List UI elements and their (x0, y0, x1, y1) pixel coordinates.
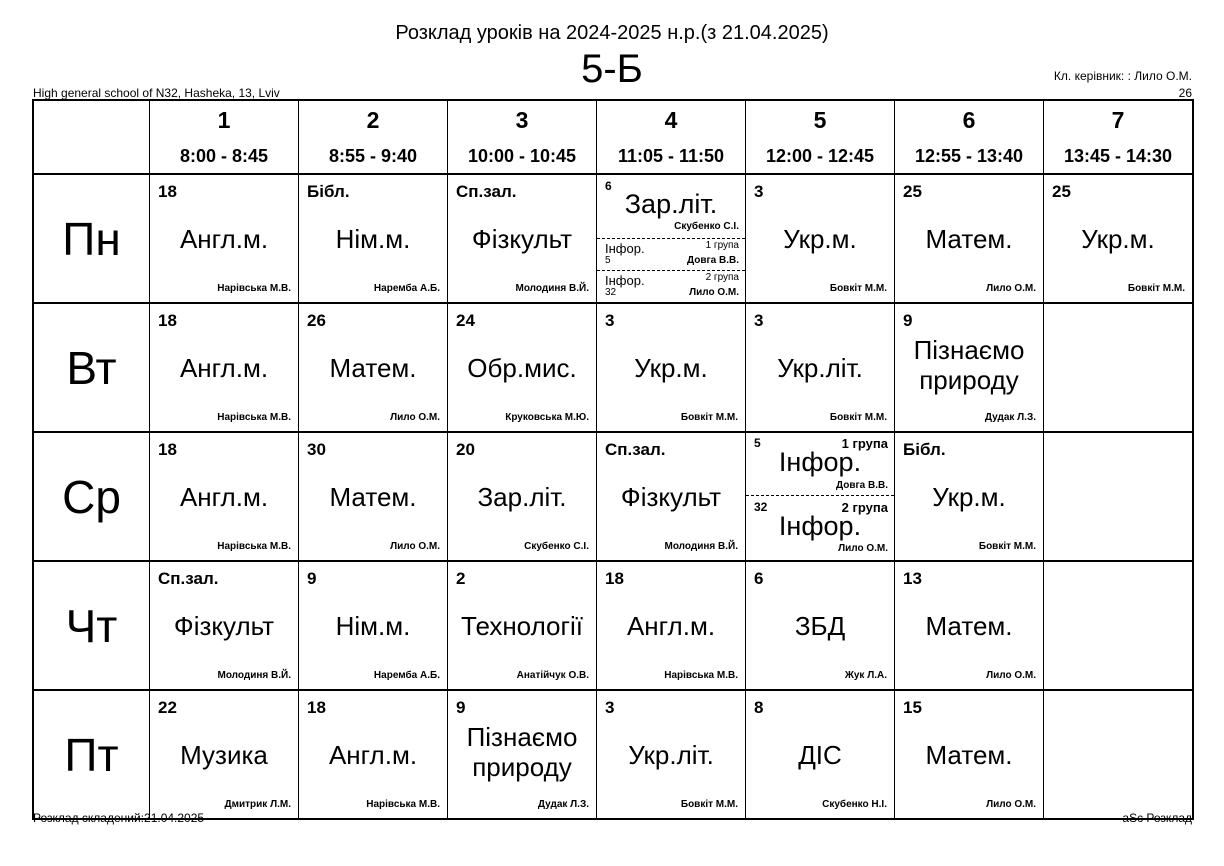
subject: Укр.літ. (628, 739, 714, 770)
room-number: 9 (456, 698, 466, 717)
day-label-cell (33, 690, 150, 819)
created-date: Розклад складений:21.04.2025 (33, 811, 205, 825)
period-header (1044, 100, 1194, 174)
subject: Нім.м. (335, 610, 411, 641)
group-label: 2 група (841, 500, 888, 515)
subject: Англ.м. (179, 481, 269, 512)
teacher-name: Дудак Л.З. (537, 799, 589, 810)
period-time: 8:00 - 8:45 (179, 146, 269, 166)
lesson-cell (150, 174, 299, 303)
teacher-name: Скубенко С.І. (524, 541, 589, 552)
day-name: Пт (64, 728, 119, 781)
subject: Укр.м. (932, 481, 1006, 512)
subject: Зар.літ. (624, 189, 718, 219)
room-number: 6 (605, 179, 612, 193)
lesson-cell (895, 303, 1044, 432)
room-number: 25 (903, 182, 922, 201)
period-header (597, 100, 746, 174)
timetable (32, 99, 1194, 820)
subject: Англ.м. (328, 739, 418, 770)
class-teacher: Кл. керівник: : Лило О.М. (1053, 69, 1192, 83)
subject: Укр.м. (783, 223, 857, 254)
room-number: 20 (456, 440, 475, 459)
day-name: Пн (62, 212, 121, 265)
period-header (299, 100, 448, 174)
room-number: 3 (605, 698, 615, 717)
teacher-name: Лило О.М. (986, 799, 1036, 810)
room-number: 18 (307, 698, 326, 717)
teacher-name: Нарівська М.В. (217, 541, 291, 552)
day-row-friday (33, 690, 1193, 819)
day-name: Чт (65, 599, 118, 652)
lesson-cell (597, 432, 746, 561)
lesson-cell (448, 432, 597, 561)
room-number: 3 (754, 311, 764, 330)
room-number: 8 (754, 698, 764, 717)
lesson-cell (895, 561, 1044, 690)
teacher-name: Молодиня В.Й. (217, 670, 291, 681)
subject: Інфор. (778, 511, 862, 541)
lesson-cell (597, 690, 746, 819)
room-number: 13 (903, 569, 922, 588)
lesson-cell (895, 690, 1044, 819)
subject: ЗБД (794, 610, 846, 641)
period-number: 5 (813, 107, 827, 133)
lesson-cell (746, 561, 895, 690)
teacher-name: Молодиня В.Й. (664, 541, 738, 552)
lesson-cell (746, 690, 895, 819)
teacher-name: Скубенко С.І. (674, 221, 739, 232)
period-time: 13:45 - 14:30 (1063, 146, 1173, 166)
room-number: 18 (158, 311, 177, 330)
teacher-name: Дмитрик Л.М. (224, 799, 291, 810)
lesson-cell-empty (1044, 432, 1194, 561)
page-title: Розклад уроків на 2024-2025 н.р.(з 21.04.2025) (395, 22, 829, 44)
room-number: 30 (307, 440, 326, 459)
teacher-name: Довга В.В. (835, 480, 888, 491)
subject: Англ.м. (179, 223, 269, 254)
subject: Фізкульт (471, 223, 573, 254)
subject: Укр.м. (634, 352, 708, 383)
lesson-cell (150, 690, 299, 819)
period-number: 6 (962, 107, 976, 133)
teacher-name: Лило О.М. (689, 287, 739, 298)
room-number: 2 (456, 569, 466, 588)
teacher-name: Круковська М.Ю. (505, 412, 589, 423)
room-number: 25 (1052, 182, 1071, 201)
lesson-cell (299, 303, 448, 432)
period-header-row (33, 100, 1193, 174)
subject-line: природу (472, 751, 572, 782)
subject: Матем. (329, 352, 417, 383)
class-name: 5-Б (581, 47, 643, 91)
period-header (150, 100, 299, 174)
day-label-cell (33, 303, 150, 432)
room-number: 3 (605, 311, 615, 330)
period-header (895, 100, 1044, 174)
room-number: 9 (307, 569, 317, 588)
day-row-thursday (33, 561, 1193, 690)
teacher-name: Нарівська М.В. (366, 799, 440, 810)
subject: Музика (180, 739, 268, 770)
teacher-name: Лило О.М. (986, 283, 1036, 294)
lesson-cell (746, 174, 895, 303)
room-number: Сп.зал. (456, 182, 517, 201)
period-number: 4 (664, 107, 678, 133)
teacher-name: Скубенко Н.І. (822, 799, 887, 810)
room-number: 5 (605, 255, 611, 266)
room-number: 9 (903, 311, 913, 330)
day-row-tuesday (33, 303, 1193, 432)
lesson-cell (150, 561, 299, 690)
lesson-cell (150, 432, 299, 561)
teacher-name: Лило О.М. (838, 543, 888, 554)
room-number: Бібл. (903, 440, 946, 459)
lesson-cell-empty (1044, 690, 1194, 819)
subject: Інфор. (778, 447, 862, 477)
lesson-cell (1044, 174, 1194, 303)
room-number: 24 (456, 311, 475, 330)
subject: Англ.м. (626, 610, 716, 641)
room-number: Сп.зал. (605, 440, 666, 459)
teacher-name: Бовкіт М.М. (829, 412, 887, 423)
period-time: 12:00 - 12:45 (765, 146, 875, 166)
room-number: 18 (158, 440, 177, 459)
teacher-name: Дудак Л.З. (984, 412, 1036, 423)
teacher-name: Бовкіт М.М. (1127, 283, 1185, 294)
teacher-name: Наремба А.Б. (373, 670, 440, 681)
lesson-cell (299, 174, 448, 303)
school-name: High general school of N32, Hasheka, 13, Lviv (33, 86, 280, 100)
subject: Матем. (925, 223, 1013, 254)
lesson-cell (448, 174, 597, 303)
lesson-cell (150, 303, 299, 432)
lesson-cell-empty (1044, 303, 1194, 432)
day-name: Вт (66, 341, 117, 394)
group-label: 1 група (841, 436, 888, 451)
period-time: 11:05 - 11:50 (617, 146, 725, 166)
room-number: 18 (158, 182, 177, 201)
room-number: Бібл. (307, 182, 350, 201)
subject: Зар.літ. (477, 481, 567, 512)
lesson-cell-split (746, 432, 895, 561)
lesson-cell (299, 561, 448, 690)
teacher-name: Бовкіт М.М. (680, 412, 738, 423)
teacher-name: Довга В.В. (686, 255, 739, 266)
room-number: 5 (754, 436, 761, 450)
lesson-cell-split (597, 174, 746, 303)
teacher-name: Молодиня В.Й. (515, 283, 589, 294)
period-number: 7 (1111, 107, 1125, 133)
room-number: 3 (754, 182, 764, 201)
lesson-cell (448, 303, 597, 432)
period-time: 12:55 - 13:40 (914, 146, 1024, 166)
lesson-cell (597, 561, 746, 690)
teacher-name: Нарівська М.В. (664, 670, 738, 681)
teacher-name: Бовкіт М.М. (680, 799, 738, 810)
lesson-cell (299, 432, 448, 561)
subject: Матем. (329, 481, 417, 512)
day-label-cell (33, 174, 150, 303)
room-number: 6 (754, 569, 764, 588)
lesson-cell (597, 303, 746, 432)
group-label: 2 група (705, 272, 739, 283)
period-number: 2 (366, 107, 380, 133)
teacher-name: Наремба А.Б. (373, 283, 440, 294)
period-number: 3 (515, 107, 529, 133)
subject: Матем. (925, 739, 1013, 770)
teacher-name: Лило О.М. (390, 541, 440, 552)
lesson-cell (448, 690, 597, 819)
period-time: 10:00 - 10:45 (467, 146, 577, 166)
period-header (746, 100, 895, 174)
subject: Нім.м. (335, 223, 411, 254)
subject: Інфор. (605, 241, 645, 256)
subject-line: Пізнаємо (466, 721, 578, 752)
teacher-name: Бовкіт М.М. (978, 541, 1036, 552)
teacher-name: Лило О.М. (986, 670, 1036, 681)
day-row-monday (33, 174, 1193, 303)
subject: Обр.мис. (467, 352, 577, 383)
day-label-cell (33, 432, 150, 561)
teacher-name: Нарівська М.В. (217, 283, 291, 294)
subject: Матем. (925, 610, 1013, 641)
subject: Укр.літ. (777, 352, 863, 383)
period-time: 8:55 - 9:40 (328, 146, 418, 166)
lesson-cell-empty (1044, 561, 1194, 690)
day-name: Ср (62, 470, 121, 523)
subject: Англ.м. (179, 352, 269, 383)
room-number: 32 (605, 287, 617, 298)
subject-line: природу (919, 364, 1019, 395)
subject: Технології (461, 610, 583, 641)
subject-line: Пізнаємо (913, 334, 1025, 365)
class-room: 26 (1178, 86, 1192, 100)
day-label-cell (33, 561, 150, 690)
software-name: aSc Розклад (1122, 811, 1192, 825)
period-number: 1 (217, 107, 231, 133)
subject: Фізкульт (173, 610, 275, 641)
lesson-cell (448, 561, 597, 690)
lesson-cell (895, 432, 1044, 561)
lesson-cell (299, 690, 448, 819)
day-row-wednesday (33, 432, 1193, 561)
room-number: 32 (754, 500, 768, 514)
room-number: 26 (307, 311, 326, 330)
teacher-name: Нарівська М.В. (217, 412, 291, 423)
teacher-name: Анатійчук О.В. (516, 670, 589, 681)
group-label: 1 група (705, 240, 739, 251)
room-number: 18 (605, 569, 624, 588)
subject: Фізкульт (620, 481, 722, 512)
lesson-cell (746, 303, 895, 432)
teacher-name: Лило О.М. (390, 412, 440, 423)
teacher-name: Жук Л.А. (844, 670, 887, 681)
period-header (448, 100, 597, 174)
lesson-cell (895, 174, 1044, 303)
subject: Укр.м. (1081, 223, 1155, 254)
room-number: 15 (903, 698, 922, 717)
room-number: Сп.зал. (158, 569, 219, 588)
corner-cell (33, 100, 150, 174)
subject: ДІС (798, 739, 842, 770)
teacher-name: Бовкіт М.М. (829, 283, 887, 294)
subject: Інфор. (605, 273, 645, 288)
room-number: 22 (158, 698, 177, 717)
